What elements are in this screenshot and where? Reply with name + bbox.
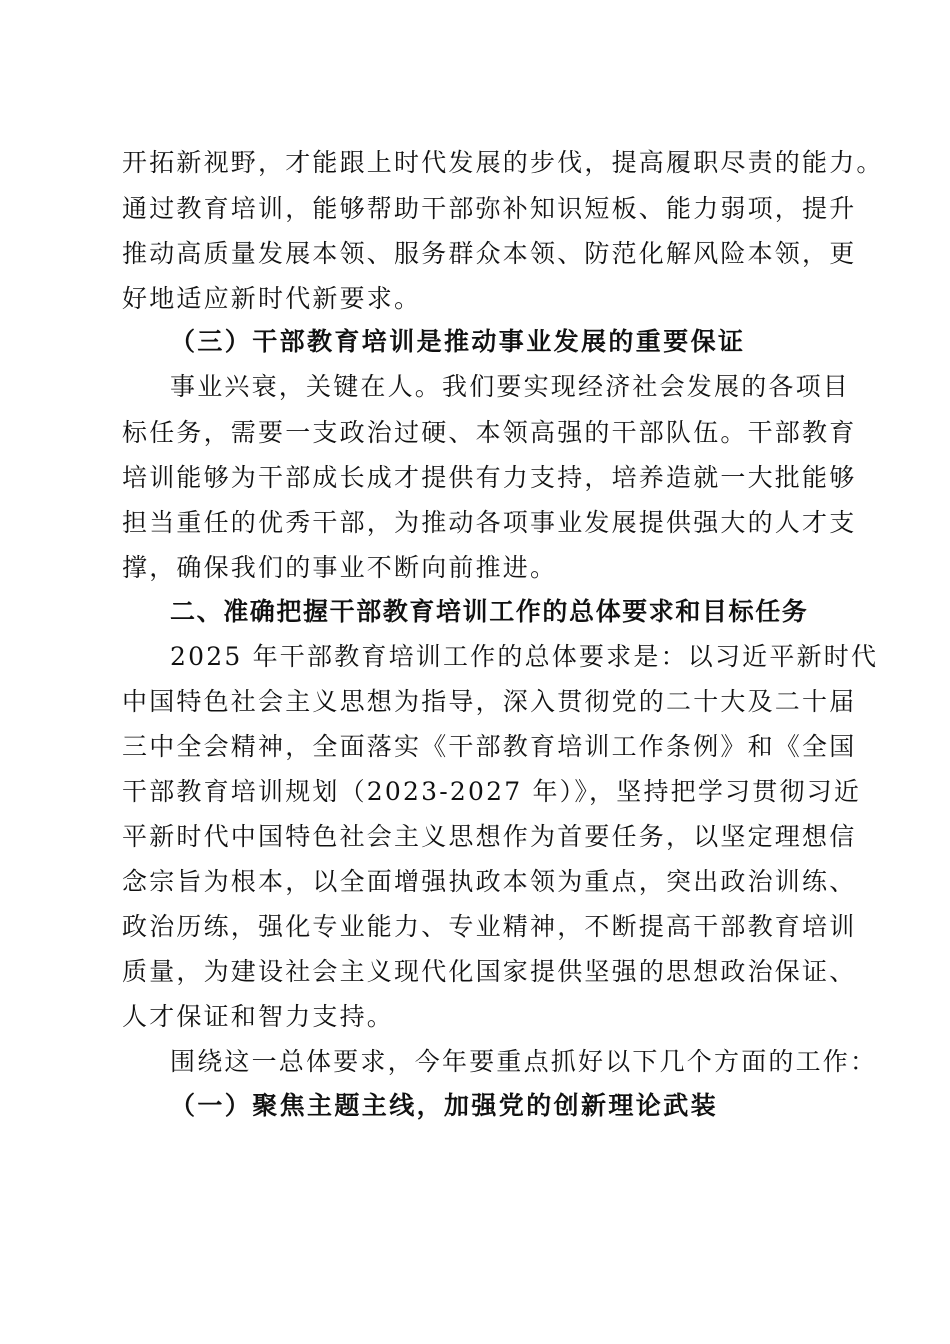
paragraph-line: 人才保证和智力支持。	[122, 1002, 395, 1031]
subsection-heading: （一）聚焦主题主线，加强党的创新理论武装	[170, 1091, 719, 1120]
paragraph-line: 好地适应新时代新要求。	[122, 284, 422, 313]
paragraph-line: 事业兴衰，关键在人。我们要实现经济社会发展的各项目	[170, 372, 851, 401]
paragraph-line: 推动高质量发展本领、服务群众本领、防范化解风险本领，更	[122, 239, 857, 268]
paragraph-line: 通过教育培训，能够帮助干部弥补知识短板、能力弱项，提升	[122, 194, 857, 223]
paragraph-line: 2025 年干部教育培训工作的总体要求是：以习近平新时代	[170, 642, 879, 671]
paragraph-line: 三中全会精神，全面落实《干部教育培训工作条例》和《全国	[122, 732, 857, 761]
paragraph-line: 政治历练，强化专业能力、专业精神，不断提高干部教育培训	[122, 912, 857, 941]
subsection-heading: （三）干部教育培训是推动事业发展的重要保证	[170, 327, 746, 356]
paragraph-line: 中国特色社会主义思想为指导，深入贯彻党的二十大及二十届	[122, 687, 857, 716]
section-heading: 二、准确把握干部教育培训工作的总体要求和目标任务	[170, 597, 809, 626]
paragraph-line: 围绕这一总体要求，今年要重点抓好以下几个方面的工作：	[170, 1047, 878, 1076]
paragraph-line: 念宗旨为根本，以全面增强执政本领为重点，突出政治训练、	[122, 867, 857, 896]
paragraph-line: 平新时代中国特色社会主义思想作为首要任务，以坚定理想信	[122, 822, 857, 851]
paragraph-line: 培训能够为干部成长成才提供有力支持，培养造就一大批能够	[122, 463, 857, 492]
paragraph-line: 质量，为建设社会主义现代化国家提供坚强的思想政治保证、	[122, 957, 857, 986]
paragraph-line: 撑，确保我们的事业不断向前推进。	[122, 553, 558, 582]
paragraph-line: 开拓新视野，才能跟上时代发展的步伐，提高履职尽责的能力。	[122, 148, 884, 177]
paragraph-line: 干部教育培训规划（2023-2027 年）》，坚持把学习贯彻习近	[122, 777, 862, 806]
paragraph-line: 标任务，需要一支政治过硬、本领高强的干部队伍。干部教育	[122, 418, 857, 447]
paragraph-line: 担当重任的优秀干部，为推动各项事业发展提供强大的人才支	[122, 508, 857, 537]
